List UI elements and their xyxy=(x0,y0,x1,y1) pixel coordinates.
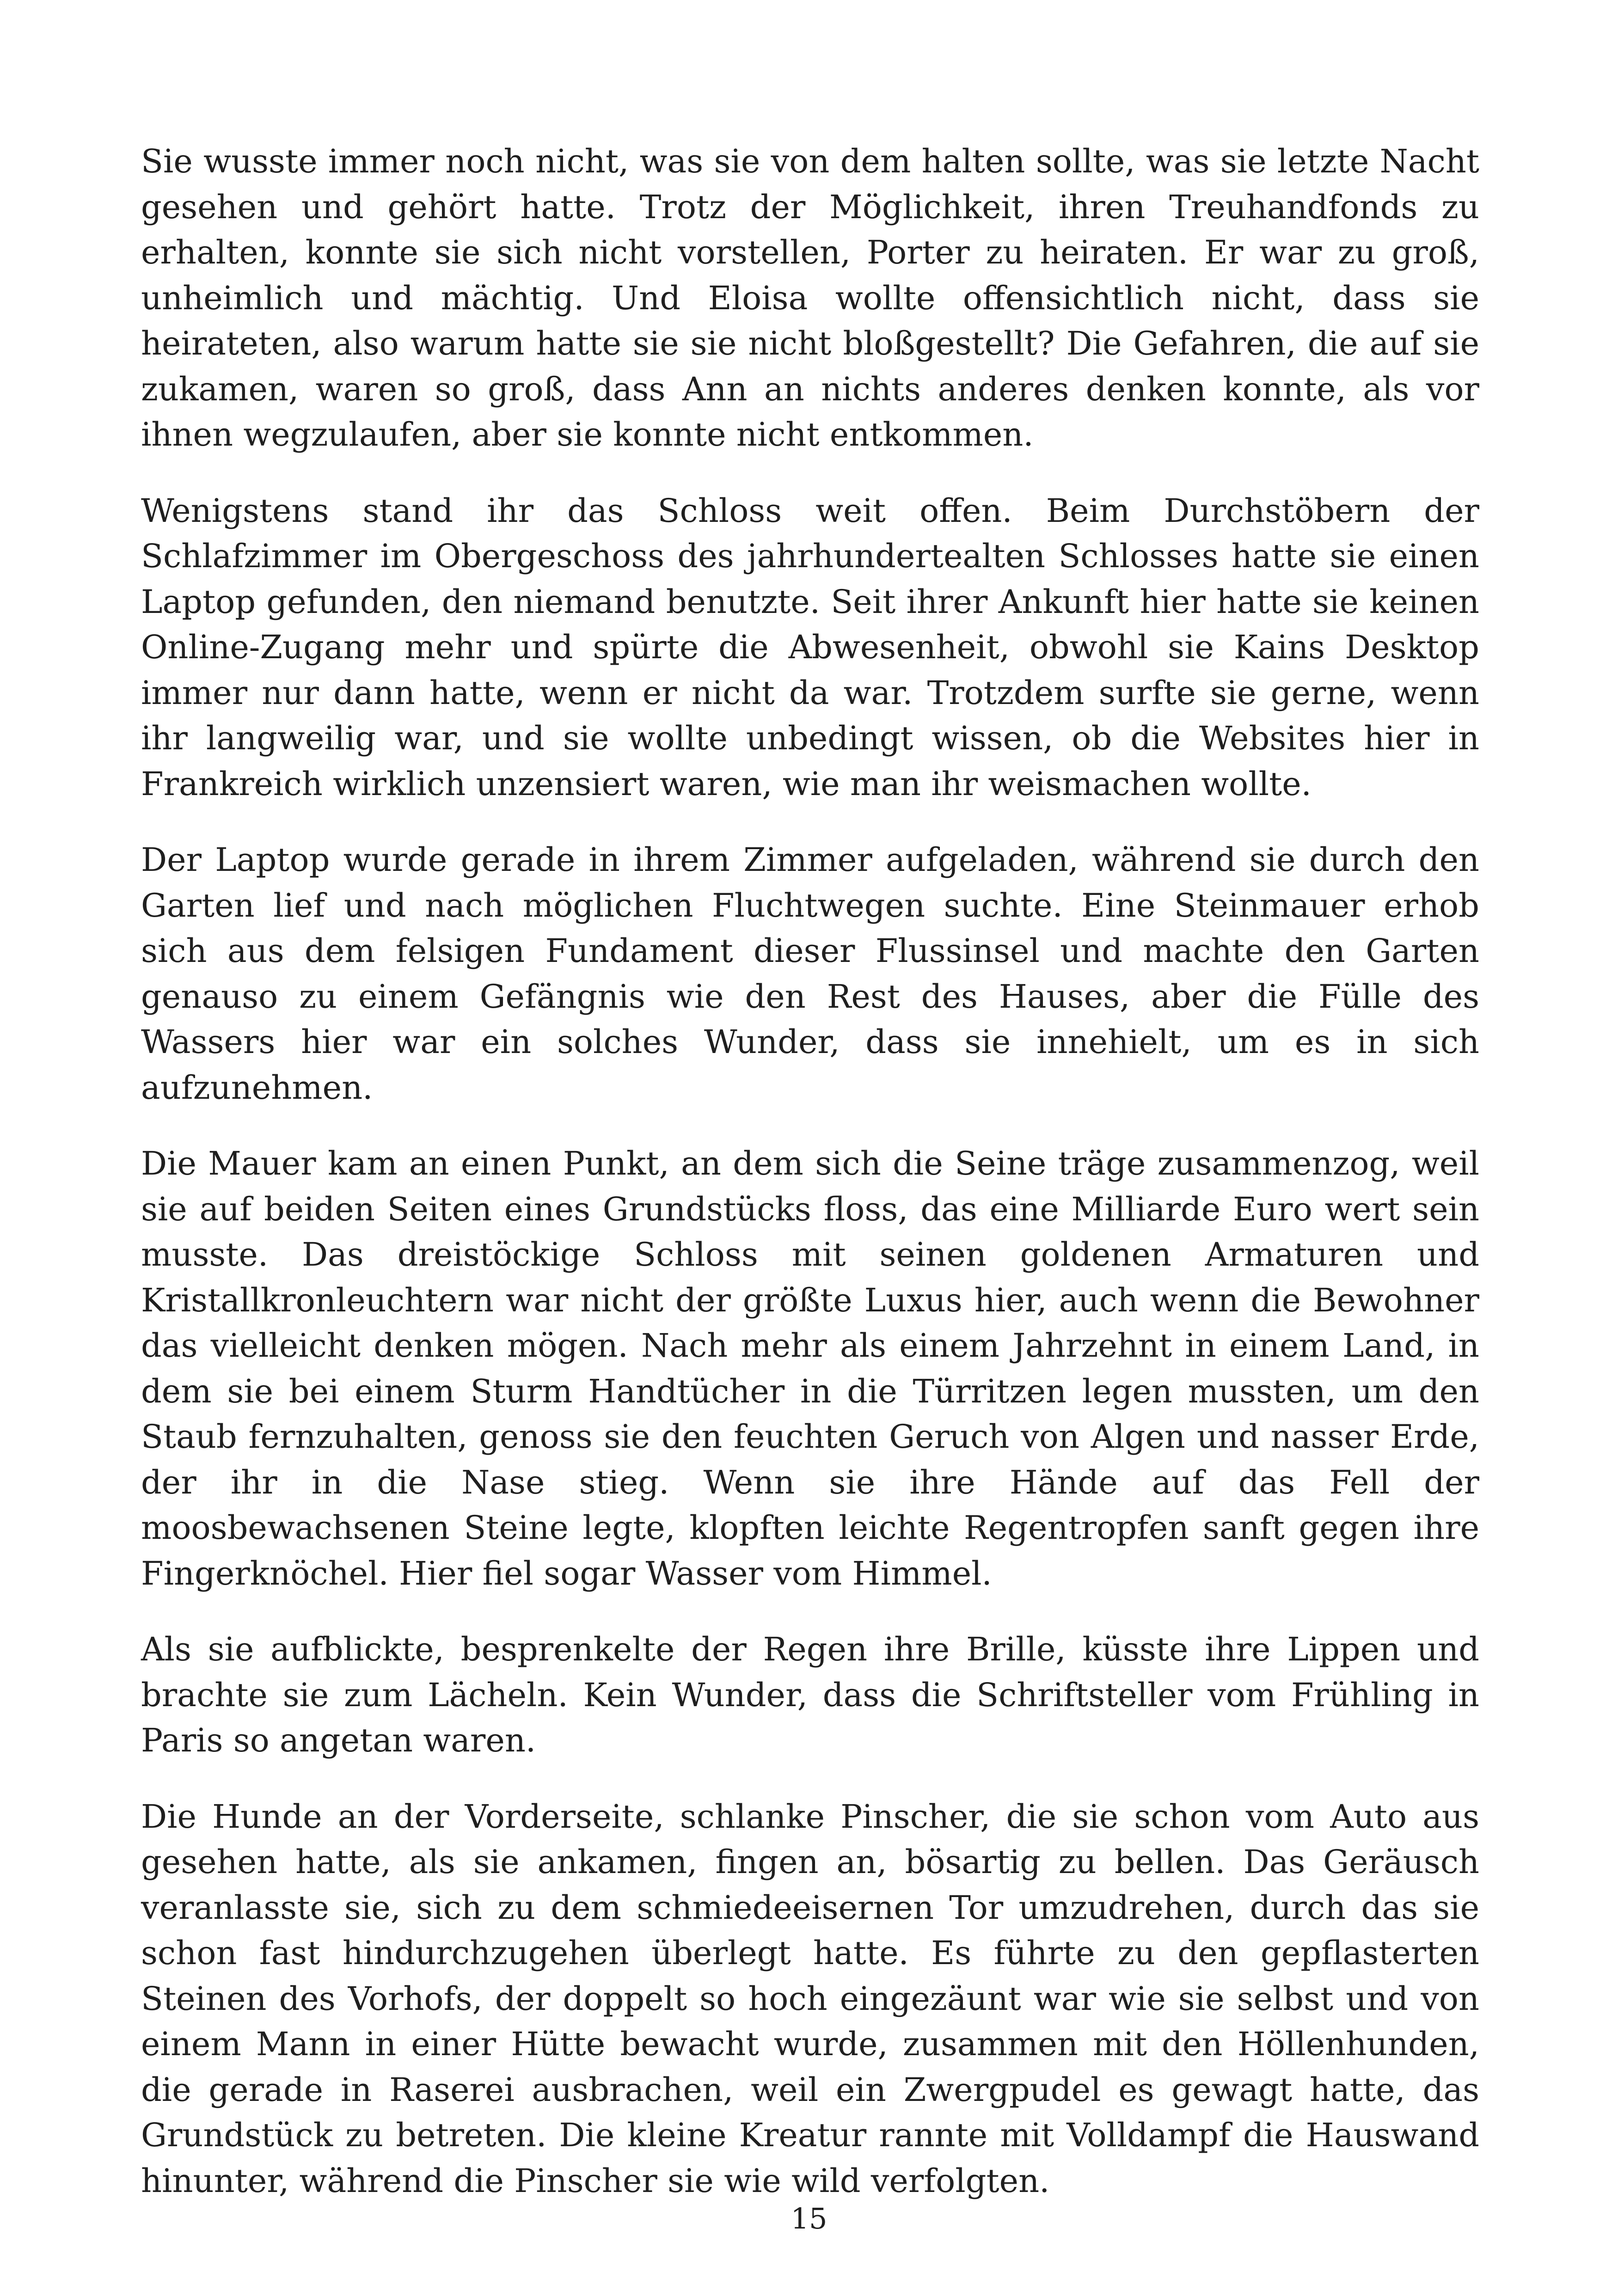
page-number: 15 xyxy=(791,2202,827,2235)
paragraph-4: Die Mauer kam an einen Punkt, an dem sich die Seine träge zusammenzog, weil sie auf beiden Seiten eines Grundstücks floss, das eine Milliarde Euro wert sein musste. Das dreistöckige Schloss mit seinen goldenen Armaturen und Kristallkronleuchtern war nicht der größte Luxus hier, auch wenn die Bewohner das vielleicht denken mögen. Nach mehr als einem Jahrzehnt in einem Land, in dem sie bei einem Sturm Handtücher in die Türritzen legen mussten, um den Staub fernzuhalten, genoss sie den feuchten Geruch von Algen und nasser Erde, der ihr in die Nase stieg. Wenn sie ihre Hände auf das Fell der moosbewachsenen Steine legte, klopften leichte Regentropfen sanft gegen ihre Fingerknöchel. Hier fiel sogar Wasser vom Himmel. xyxy=(141,1145,1479,1592)
paragraph-6: Die Hunde an der Vorderseite, schlanke Pinscher, die sie schon vom Auto aus gesehen hatte, als sie ankamen, fingen an, bösartig zu bellen. Das Geräusch veranlasste sie, sich zu dem schmiedeeisernen Tor umzudrehen, durch das sie schon fast hindurchzugehen überlegt hatte. Es führte zu den gepflasterten Steinen des Vorhofs, der doppelt so hoch eingezäunt war wie sie selbst und von einem Mann in einer Hütte bewacht wurde, zusammen mit den Höllenhunden, die gerade in Raserei ausbrachen, weil ein Zwergpudel es gewagt hatte, das Grundstück zu betreten. Die kleine Kreatur rannte mit Volldampf die Hauswand hinunter, während die Pinscher sie wie wild verfolgten. xyxy=(141,1797,1479,2200)
paragraph-3: Der Laptop wurde gerade in ihrem Zimmer aufgeladen, während sie durch den Garten lief und nach möglichen Fluchtwegen suchte. Eine Steinmauer erhob sich aus dem felsigen Fundament dieser Flussinsel und machte den Garten genauso zu einem Gefängnis wie den Rest des Hauses, aber die Fülle des Wassers hier war ein solches Wunder, dass sie innehielt, um es in sich aufzunehmen. xyxy=(141,841,1479,1107)
paragraph-1: Sie wusste immer noch nicht, was sie von dem halten sollte, was sie letzte Nacht gesehen und gehört hatte. Trotz der Möglichkeit, ihren Treuhandfonds zu erhalten, konnte sie sich nicht vorstellen, Porter zu heiraten. Er war zu groß, unheimlich und mächtig. Und Eloisa wollte offensichtlich nicht, dass sie heirateten, also warum hatte sie sie nicht bloßgestellt? Die Gefahren, die auf sie zukamen, waren so groß, dass Ann an nichts anderes denken konnte, als vor ihnen wegzulaufen, aber sie konnte nicht entkommen. xyxy=(141,142,1479,453)
paragraph-5: Als sie aufblickte, besprenkelte der Regen ihre Brille, küsste ihre Lippen und brachte sie zum Lächeln. Kein Wunder, dass die Schriftsteller vom Frühling in Paris so angetan waren. xyxy=(141,1630,1479,1759)
paragraph-2: Wenigstens stand ihr das Schloss weit offen. Beim Durchstöbern der Schlafzimmer im Obergeschoss des jahrhundertealten Schlosses hatte sie einen Laptop gefunden, den niemand benutzte. Seit ihrer Ankunft hier hatte sie keinen Online-Zugang mehr und spürte die Abwesenheit, obwohl sie Kains Desktop immer nur dann hatte, wenn er nicht da war. Trotzdem surfte sie gerne, wenn ihr langweilig war, und sie wollte unbedingt wissen, ob die Websites hier in Frankreich wirklich unzensiert waren, wie man ihr weismachen wollte. xyxy=(141,491,1479,803)
body-text xyxy=(141,139,1479,2204)
